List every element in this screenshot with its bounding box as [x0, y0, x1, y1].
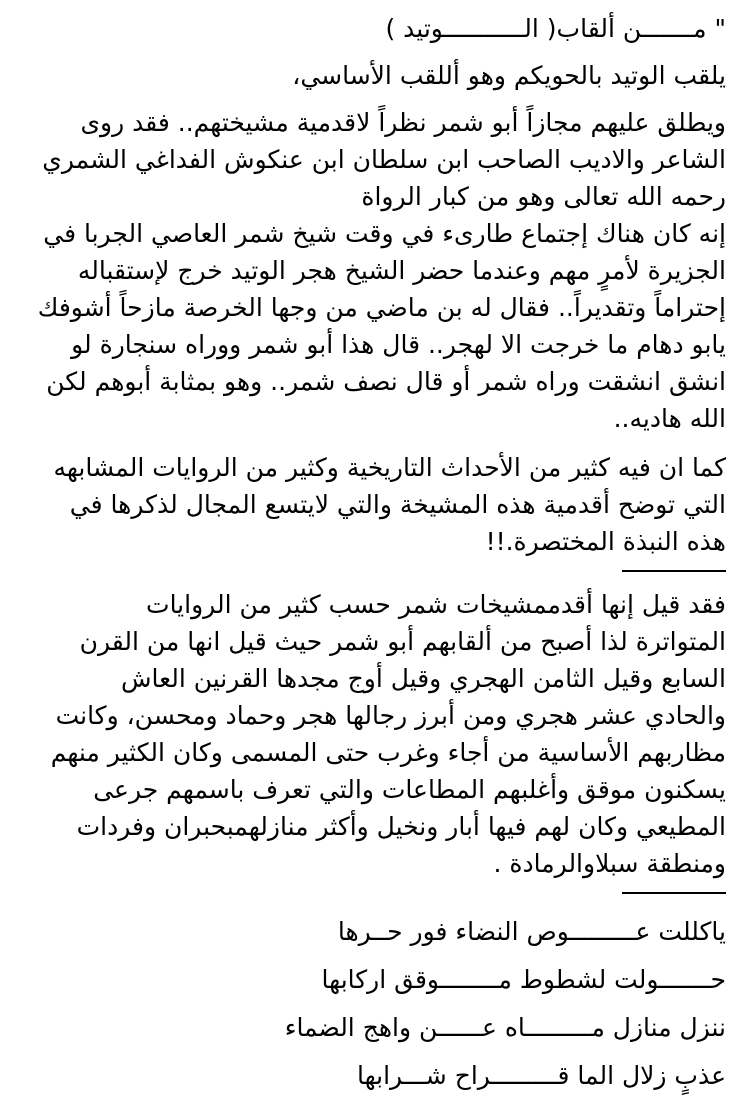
poem	[14, 908, 726, 1100]
paragraph-line: الله هاديه..	[613, 404, 726, 433]
spacer	[14, 437, 726, 449]
poem-verse: ياكللت عـــــــــوص النضاء فور حــرها	[337, 917, 726, 946]
spacer	[14, 94, 726, 104]
paragraph-line: التي توضح أقدمية هذه المشيخة والتي لايتسع المجال لذكرها في	[69, 490, 726, 519]
paragraph-1	[14, 104, 726, 437]
paragraph-2	[14, 449, 726, 560]
paragraph-line: الجزيرة لأمرٍ مهم وعندما حضر الشيخ هجر الوتيد خرج لإستقباله	[77, 256, 726, 285]
spacer	[14, 47, 726, 57]
paragraph-line: والحادي عشر هجري ومن أبرز رجالها هجر وحماد ومحسن، وكانت	[55, 701, 726, 730]
section-divider	[622, 892, 726, 894]
paragraph-line: ومنطقة سبلاوالرمادة .	[493, 849, 726, 878]
poem-verse: عذبٍ زلال الما قـــــــــراح شـــرابها	[357, 1061, 726, 1090]
paragraph-line: المطيعي وكان لهم فيها أبار ونخيل وأكثر منازلهمبحبران وفردات	[76, 812, 726, 841]
paragraph-line: هذه النبذة المختصرة.!!	[485, 527, 726, 556]
paragraph-line: يابو دهام ما خرجت الا لهجر.. قال هذا أبو شمر ووراه سنجارة لو	[71, 330, 726, 359]
intro-line: يلقب الوتيد بالحويكم وهو أللقب الأساسي،	[292, 61, 726, 90]
paragraph-line: يسكنون موقق وأغلبهم المطاعات والتي تعرف باسمهم جرعى	[93, 775, 726, 804]
paragraph-line: إنه كان هناك إجتماع طارىء في وقت شيخ شمر العاصي الجربا في	[43, 219, 726, 248]
document-title: " مـــــــن ألقاب( الـــــــــــوتيد )	[385, 14, 726, 43]
paragraph-line: إحتراماً وتقديراً.. فقال له بن ماضي من وجها الخرصة مازحاً أشوفك	[37, 293, 726, 322]
paragraph-line: كما ان فيه كثير من الأحداث التاريخية وكثير من الروايات المشابهه	[53, 453, 726, 482]
paragraph-line: المتواترة لذا أصبح من ألقابهم أبو شمر حيث قيل انها من القرن	[79, 627, 726, 656]
paragraph-3	[14, 586, 726, 882]
paragraph-line: انشق انشقت وراه شمر أو قال نصف شمر.. وهو بمثابة أبوهم لكن	[46, 367, 726, 396]
paragraph-line: فقد قيل إنها أقدممشيخات شمر حسب كثير من الروايات	[146, 590, 726, 619]
section-divider	[622, 570, 726, 572]
paragraph-line: مظاربهم الأساسية من أجاء وغرب حتى المسمى وكان الكثير منهم	[50, 738, 726, 767]
paragraph-line: رحمه الله تعالى وهو من كبار الرواة	[361, 182, 726, 211]
paragraph-line: ويطلق عليهم مجازاً أبو شمر نظراً لاقدمية مشيختهم.. فقد روى	[80, 108, 726, 137]
poem-verse: ننزل منازل مـــــــــاه عــــــن واهج الضماء	[284, 1013, 726, 1042]
paragraph-line: الشاعر والاديب الصاحب ابن سلطان ابن عنكوش الفداغي الشمري	[42, 145, 726, 174]
paragraph-line: السابع وقيل الثامن الهجري وقيل أوج مجدها القرنين العاش	[121, 664, 726, 693]
poem-verse: حـــــــولت لشطوط مــــــــوقق اركابها	[321, 965, 726, 994]
